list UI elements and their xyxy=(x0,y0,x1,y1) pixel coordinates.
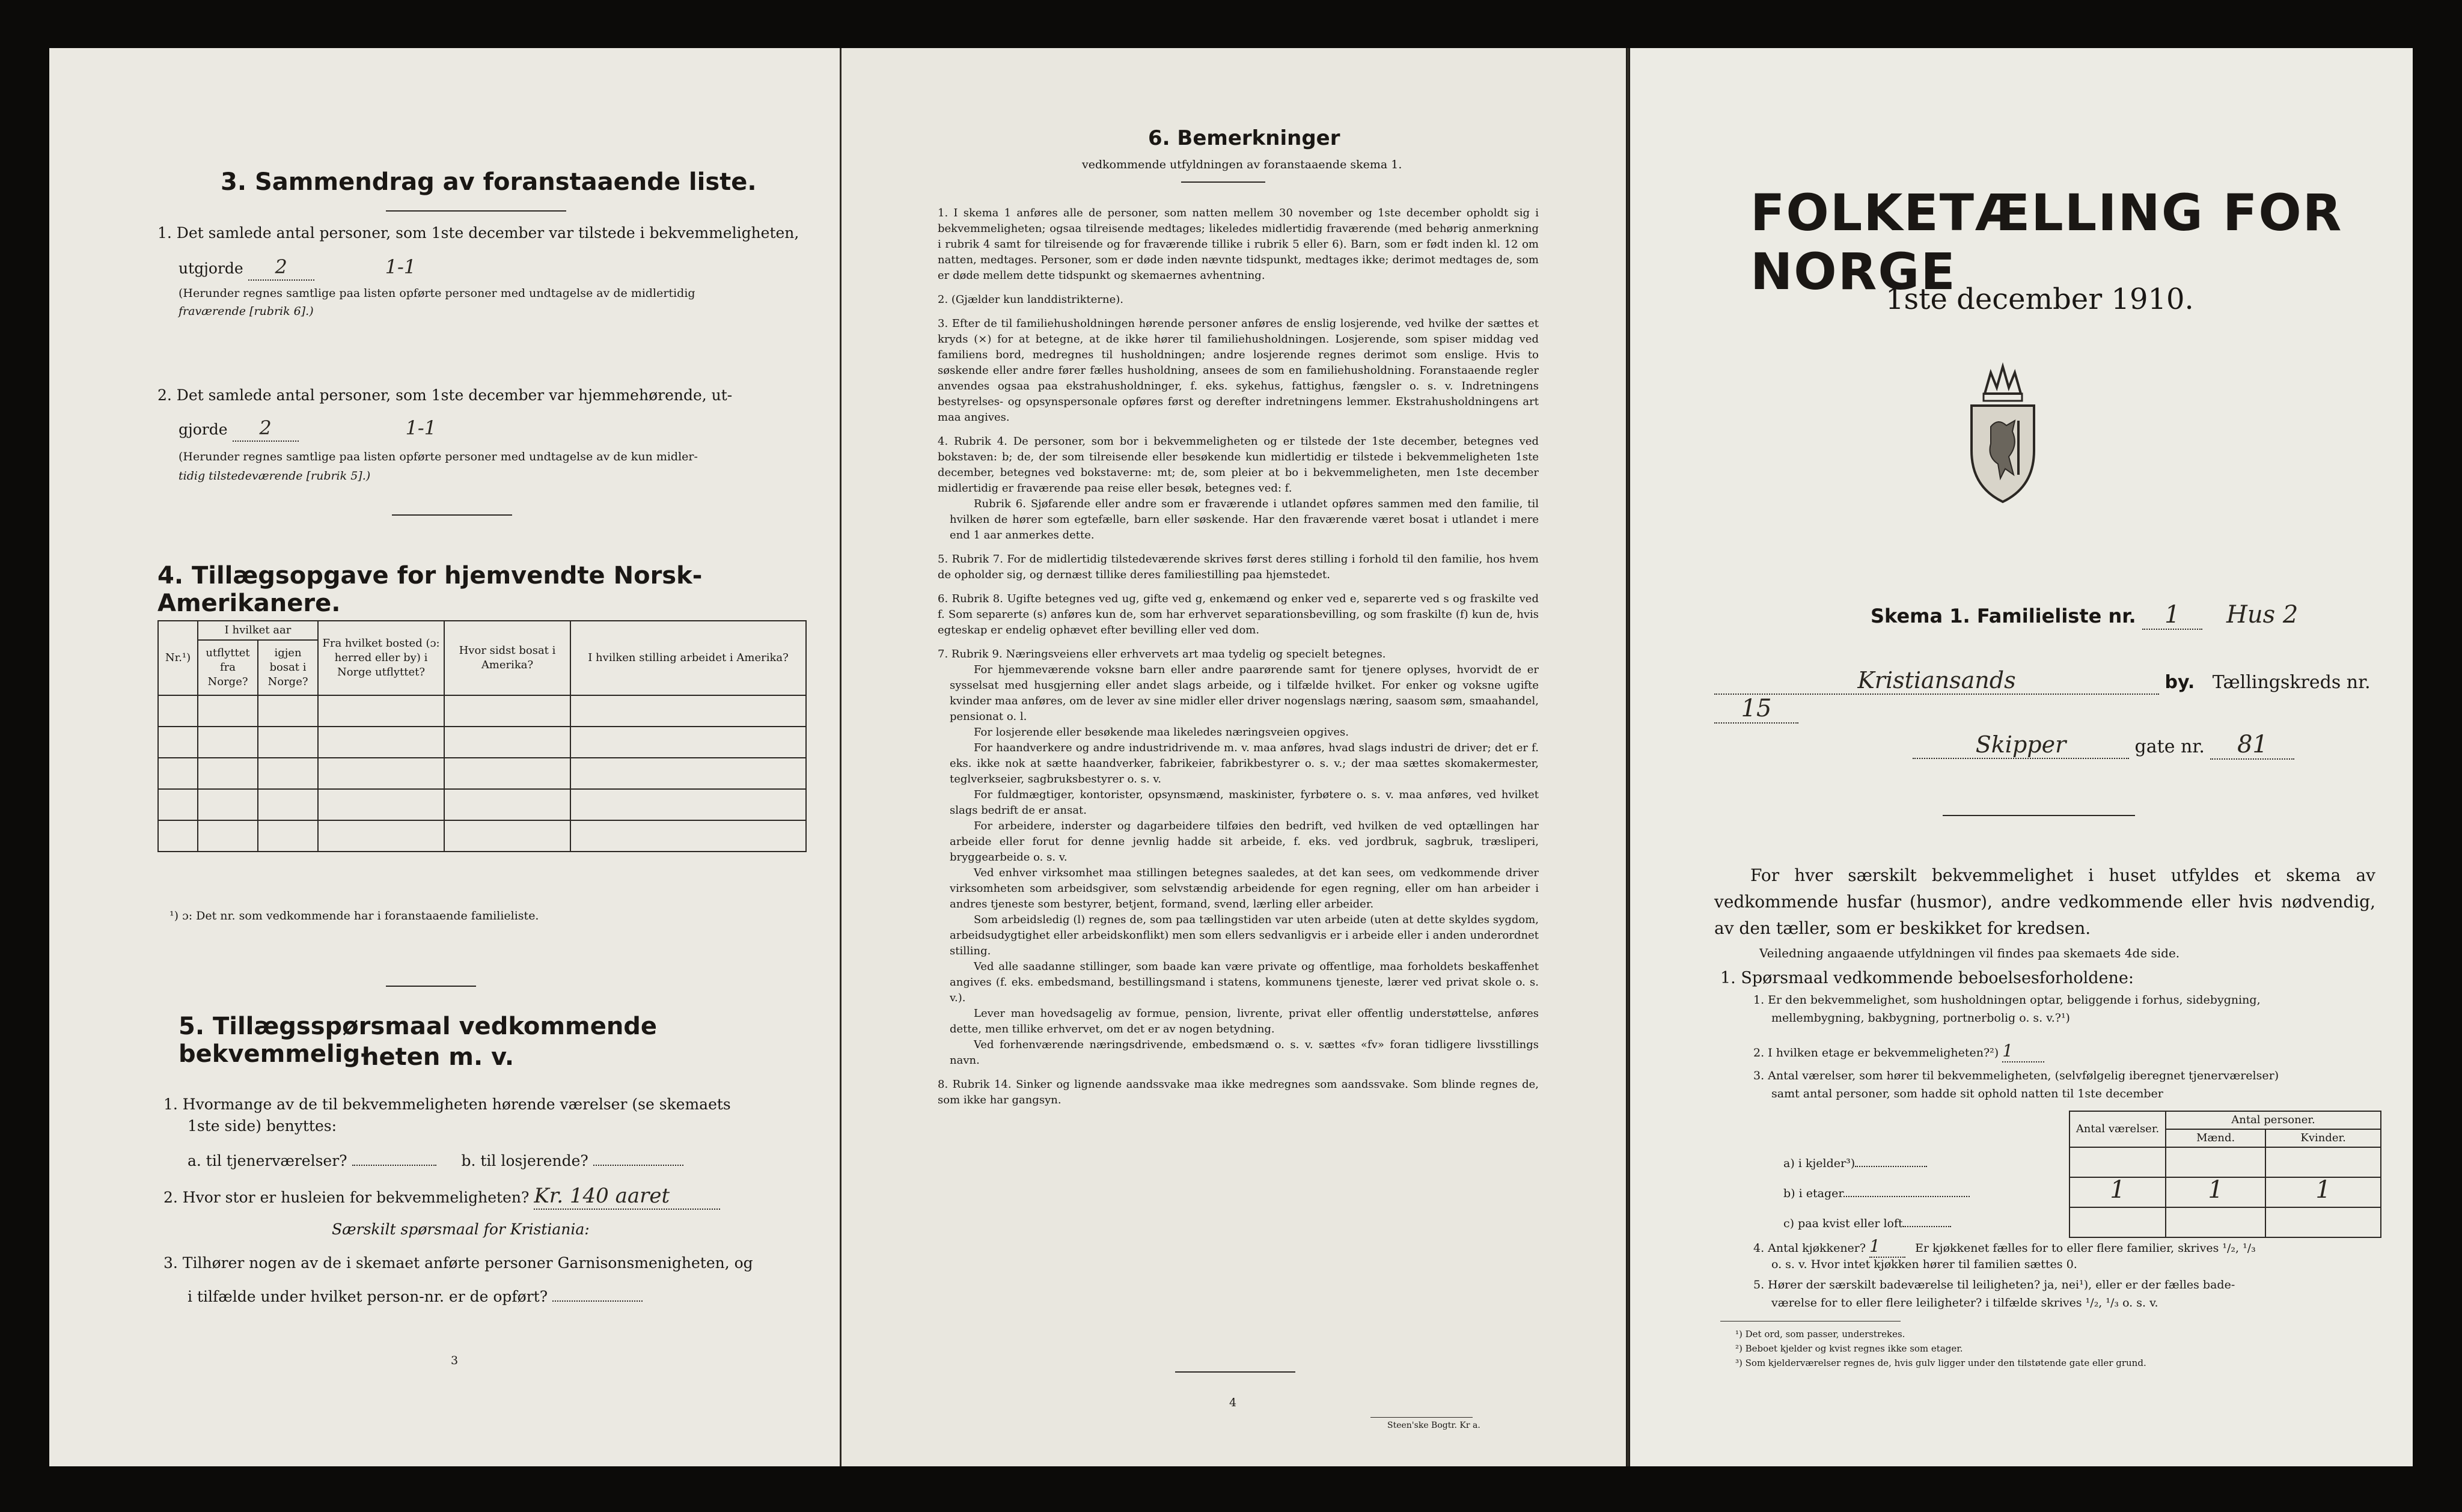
remark-paragraph: For haandverkere og andre industridrivende m. v. maa anføres, hvad slags industri de driver; det er f. eks. ikke nok at sætte haandverker, fabrikeier, fabrikbestyrer o. s. v.; der maa sættes skomakermester, teglverkseier, sagbruksbestyrer o. s. v. xyxy=(950,742,1539,785)
form-date: 1ste december 1910. xyxy=(1886,282,2194,316)
skema-label: Skema 1. Familieliste nr. xyxy=(1871,605,2136,627)
remark-paragraph: 8. Rubrik 14. Sinker og lignende aandssvake maa ikke medregnes som aandssvake. Som blinde regnes de, som ikke har gangsyn. xyxy=(938,1078,1539,1106)
page-number: 3 xyxy=(451,1354,459,1367)
q2-answer-row xyxy=(179,417,436,442)
hus-note: Hus 2 xyxy=(2226,601,2299,629)
divider xyxy=(1181,181,1265,183)
q2-note-1: (Herunder regnes samtlige paa listen opførte personer med undtagelse av de kun midler- xyxy=(179,450,698,463)
bemerkninger-subheading: vedkommende utfyldningen av foranstaaende skema 1. xyxy=(1082,158,1402,171)
etager-vaerelser[interactable]: 1 xyxy=(2110,1176,2125,1204)
col-sidst-bosat: Hvor sidst bosat i Amerika? xyxy=(444,621,570,695)
q2-note-2: tidig tilstedeværende [rubrik 5].) xyxy=(179,469,371,483)
remark-paragraph: 1. I skema 1 anføres alle de personer, som natten mellem 30 november og 1ste december opholdt sig i bekvemmeligheten; ogsaa tilreisende medtages; likeledes midlertidig fraværende (med behørig anmerkning i rubrik 4 samt for tilreisende og for fraværende tillike i rubrik 5 eller 6). Barn, som er født inden kl. 12 om natten, medtages. Personer, som er døde inden nævnte tidspunkt, medtages ikke; derimot medtages de, som er døde mellem dette tidspunkt og skemaernes avhentning. xyxy=(938,207,1539,282)
remark-paragraph: Rubrik 6. Sjøfarende eller andre som er fraværende i utlandet opføres sammen med den familie, til hvilken de hører som egtefælle, barn eller søskende. Har den fraværende været bosat i utlandet i mere end 1 aar anmerkes dette. xyxy=(950,498,1539,541)
garnison-field[interactable] xyxy=(552,1300,643,1302)
q1-answer-row xyxy=(179,256,416,281)
footnote-1: ¹) Det ord, som passer, understrekes. xyxy=(1735,1329,1905,1340)
remark-paragraph: Lever man hovedsagelig av formue, pension, livrente, privat eller offentlig understøttelse, anføres dette, men tillike erhvervet, om det er av nogen betydning. xyxy=(950,1007,1539,1035)
q2-margin-note: 1-1 xyxy=(405,416,436,439)
divider xyxy=(1943,815,2135,816)
remark-paragraph: For hjemmeværende voksne barn eller andre paarørende samt for tjenere oplyses, hvorvidt de er sysselsat med husgjerning eller andet slags arbeide, og i tilfælde hvilket. For enker og voksne ugifte kvinder maa anføres, om de lever av sine midler eller driver nogenslags næring, saasom søm, smaahandel, pensionat o. l. xyxy=(950,663,1539,723)
vaerelser-personer-table xyxy=(2069,1111,2381,1238)
remark-paragraph: 5. Rubrik 7. For de midlertidig tilstedeværende skrives først deres stilling i forhold til den familie, hos hvem de opholder sig, og dernæst tillike deres familiestilling paa hjemstedet. xyxy=(938,553,1539,581)
section-4-heading: 4. Tillægsopgave for hjemvendte Norsk-Amerikanere. xyxy=(157,562,703,617)
by-label: by. xyxy=(2164,672,2195,693)
veiledning-text: Veiledning angaaende utfyldningen vil findes paa skemaets 4de side. xyxy=(1759,946,2180,960)
section-3-heading: 3. Sammendrag av foranstaaende liste. xyxy=(221,168,757,196)
remark-paragraph: For fuldmægtiger, kontorister, opsynsmænd, maskinister, fyrbøtere o. s. v. maa anføres, ved hvilket slags bedrift de er ansat. xyxy=(950,788,1539,817)
q1-value[interactable]: 2 xyxy=(275,255,287,278)
col-group-aar: I hvilket aar xyxy=(198,621,318,640)
q3-line1: 3. Antal værelser, som hører til bekvemmeligheten, (selvfølgelig iberegnet tjenerværelser) xyxy=(1753,1069,2279,1082)
etager-kvinder[interactable]: 1 xyxy=(2315,1176,2331,1204)
form-title: FOLKETÆLLING FOR NORGE xyxy=(1750,183,2343,301)
remark-paragraph: For arbeidere, inderster og dagarbeidere tilføies den bedrift, ved hvilken de ved optællingen har arbeide eller forut for denne jevnlig hadde sit arbeide, f. eks. ved jordbruk, sagbruk, træsliperi, bryggearbeide o. s. v. xyxy=(950,820,1539,864)
city-row xyxy=(1714,667,2413,724)
q2-prefix: gjorde xyxy=(179,421,228,438)
s5-q3-row2 xyxy=(188,1286,643,1308)
losjerende-label: b. til losjerende? xyxy=(461,1152,588,1169)
section-5-heading-1: 5. Tillægsspørsmaal vedkommende bekvemmelig- xyxy=(179,1013,658,1068)
skema-row xyxy=(1871,601,2298,630)
section-4-footnote: ¹) ɔ: Det nr. som vedkommende har i foranstaaende familieliste. xyxy=(170,909,539,922)
table-row[interactable] xyxy=(158,789,806,820)
printer-mark: Steen'ske Bogtr. Kr a. xyxy=(1387,1421,1480,1430)
row-kvist-label: c) paa kvist eller loft xyxy=(1783,1215,1951,1232)
page-number: 4 xyxy=(1229,1396,1237,1409)
s5-q1-line1: 1. Hvormange av de til bekvemmeligheten hørende værelser (se skemaets xyxy=(163,1096,731,1113)
divider xyxy=(1370,1417,1473,1418)
husleie-answer[interactable]: Kr. 140 aaret xyxy=(534,1184,670,1208)
col-utflyttet: utflyttet fra Norge? xyxy=(198,640,258,695)
section-5-heading-2: heten m. v. xyxy=(362,1043,515,1071)
etage-label: 2. I hvilken etage er bekvemmeligheten?²) xyxy=(1753,1046,1999,1059)
coat-of-arms-icon xyxy=(1961,361,2045,505)
street-row xyxy=(1913,731,2294,760)
intro-text: For hver særskilt bekvemmelighet i huset utfyldes et skema av vedkommende husfar (husmor), andre vedkommende eller hvis nødvendig, av den tæller, som er beskikket for kredsen. xyxy=(1714,865,2375,938)
s5-q2-row xyxy=(163,1185,720,1210)
gate-nr[interactable]: 81 xyxy=(2237,731,2268,758)
divider xyxy=(386,986,476,987)
table-row[interactable] xyxy=(158,758,806,789)
footnotes xyxy=(1735,1327,2146,1370)
row-etager-label: b) i etager xyxy=(1783,1185,1970,1202)
page-1 xyxy=(1630,48,2413,1466)
tjenervaerelser-label: a. til tjenerværelser? xyxy=(188,1152,347,1169)
col-igjen-bosat: igjen bosat i Norge? xyxy=(258,640,318,695)
q2-line1: 2. Det samlede antal personer, som 1ste december var hjemmehørende, ut- xyxy=(157,386,733,404)
col-bosted: Fra hvilket bosted (ɔ: herred eller by) i Norge utflyttet? xyxy=(318,621,444,695)
remark-paragraph: Ved enhver virksomhet maa stillingen betegnes saaledes, at det kan sees, om vedkommende driver virksomheten som arbeidsgiver, som selvstændig arbeidende for egen regning, eller om han arbeider i andres tjeneste som bestyrer, betjent, formand, svend, lærling eller arbeider. xyxy=(950,867,1539,910)
norsk-amerikanere-table xyxy=(157,620,807,852)
s5-q3-line1: 3. Tilhører nogen av de i skemaet anførte personer Garnisonsmenigheten, og xyxy=(163,1254,753,1272)
sporsmaal-heading: 1. Spørsmaal vedkommende beboelsesforholdene: xyxy=(1720,969,2134,987)
kjokkener-value[interactable]: 1 xyxy=(1869,1236,1880,1256)
remark-paragraph: 4. Rubrik 4. De personer, som bor i bekvemmeligheten og er tilstede der 1ste december, betegnes ved bokstaven: b; de, der som tilreisende eller besøkende kun midlertidig er tilstede i bekvemmeligheten 1ste december, betegnes ved bokstaverne: mt; de, som pleier at bo i bekvemmeligheten, men 1ste december midlertidig er fraværende paa reise eller besøk, betegnes ved: f. xyxy=(938,435,1539,495)
q4-line2: o. s. v. Hvor intet kjøkken hører til familien sættes 0. xyxy=(1771,1258,2077,1271)
husleie-label: 2. Hvor stor er husleien for bekvemmeligheten? xyxy=(163,1189,530,1206)
tjenervaerelser-field[interactable] xyxy=(352,1165,436,1166)
table-row[interactable] xyxy=(158,727,806,758)
kjokkener-note: Er kjøkkenet fælles for to eller flere familier, skrives ¹/₂, ¹/₃ xyxy=(1915,1242,2256,1255)
s5-q3-line2: i tilfælde under hvilket person-nr. er de opført? xyxy=(188,1288,548,1305)
divider xyxy=(1175,1371,1295,1373)
bemerkninger-body xyxy=(938,197,1539,1108)
street-value[interactable]: Skipper xyxy=(1975,731,2066,758)
q4-row xyxy=(1753,1238,2256,1258)
table-row[interactable] xyxy=(158,820,806,852)
q3-line2: samt antal personer, som hadde sit ophold natten til 1ste december xyxy=(1771,1087,2163,1100)
divider xyxy=(386,210,566,212)
q1-line1: 1. Er den bekvemmelighet, som husholdningen optar, beliggende i forhus, sidebygning, xyxy=(1753,993,2261,1007)
col-antal-vaerelser: Antal værelser. xyxy=(2069,1111,2166,1147)
etage-value[interactable]: 1 xyxy=(2002,1041,2014,1061)
q1-prefix: utgjorde xyxy=(179,260,243,277)
gate-label: gate nr. xyxy=(2134,736,2205,757)
kreds-label: Tællingskreds nr. xyxy=(2212,672,2371,693)
q1-margin-note: 1-1 xyxy=(385,255,417,278)
q2-value[interactable]: 2 xyxy=(259,416,272,439)
q1-line2: mellembygning, bakbygning, portnerbolig o. s. v.?¹) xyxy=(1771,1011,2070,1025)
remark-paragraph: 2. (Gjælder kun landdistrikterne). xyxy=(938,293,1123,306)
remark-paragraph: Ved forhenværende næringsdrivende, embedsmænd o. s. v. sættes «fv» foran tidligere livsstillings navn. xyxy=(950,1038,1539,1067)
q1-note-2: fraværende [rubrik 6].) xyxy=(179,305,314,318)
q1-note-1: (Herunder regnes samtlige paa listen opførte personer med undtagelse av de midlertidig xyxy=(179,287,695,300)
kjokkener-label: 4. Antal kjøkkener? xyxy=(1753,1242,1866,1255)
row-kjelder-label: a) i kjelder³) xyxy=(1783,1155,1927,1172)
col-stilling: I hvilken stilling arbeidet i Amerika? xyxy=(570,621,806,695)
etager-maend[interactable]: 1 xyxy=(2208,1176,2223,1204)
divider xyxy=(392,514,512,516)
s5-q1-line2: 1ste side) benyttes: xyxy=(188,1117,337,1135)
col-antal-personer: Antal personer. xyxy=(2166,1111,2381,1129)
footnote-2: ²) Beboet kjelder og kvist regnes ikke som etager. xyxy=(1735,1343,1963,1354)
q5-line1: 5. Hører der særskilt badeværelse til leiligheten? ja, nei¹), eller er der fælles bade- xyxy=(1753,1278,2235,1291)
table-row[interactable] xyxy=(2069,1147,2381,1177)
col-maend: Mænd. xyxy=(2166,1129,2265,1147)
col-nr: Nr.¹) xyxy=(158,621,198,695)
remark-paragraph: 6. Rubrik 8. Ugifte betegnes ved ug, gifte ved g, enkemænd og enker ved e, separerte ved s og fraskilte ved f. Som separerte (s) anføres kun de, som har erhvervet separationsbevilling, og som fraskilte (f) kun de, hvis egteskap er endelig ophævet efter bevilling eller ved dom. xyxy=(938,593,1539,636)
remark-paragraph: 7. Rubrik 9. Næringsveiens eller erhvervets art maa tydelig og specielt betegnes. xyxy=(938,648,1386,660)
q1-line1: 1. Det samlede antal personer, som 1ste december var tilstede i bekvemmeligheten, xyxy=(157,224,799,242)
remark-paragraph: 3. Efter de til familiehusholdningen hørende personer anføres de enslig losjerende, ved hvilke der sættes et kryds (×) for at betegne, at de ikke hører til familiehusholdningen. Losjerende, som spiser middag ved familiens bord, medregnes til husholdningen; andre losjerende regnes derimot som enslige. Hvis to søskende eller andre fører fælles husholdning, ansees de som en familiehusholdning. Foranstaaende regler anvendes ogsaa paa ekstrahusholdninger, f. eks. sykehus, fattighus, fængsler o. s. v. Indretningens bestyrelses- og opsynspersonale opføres først og derefter indretningens lemmer. Ekstrahusholdningens art maa angives. xyxy=(938,317,1539,424)
remark-paragraph: For losjerende eller besøkende maa likeledes næringsveien opgives. xyxy=(974,726,1349,739)
familieliste-nr[interactable]: 1 xyxy=(2164,601,2180,629)
remark-paragraph: Som arbeidsledig (l) regnes de, som paa tællingstiden var uten arbeide (uten at dette skyldes sygdom, arbeidsudygtighet eller arbeidskonflikt) men som ellers sedvanligvis er i arbeide eller i anden underordnet stilling. xyxy=(950,913,1539,957)
table-row[interactable] xyxy=(158,695,806,727)
table-row[interactable] xyxy=(2069,1207,2381,1237)
losjerende-field[interactable] xyxy=(593,1165,683,1166)
kreds-nr[interactable]: 15 xyxy=(1741,695,1772,722)
footnote-3: ³) Som kjelderværelser regnes de, hvis gulv ligger under den tilstøtende gate eller grund. xyxy=(1735,1358,2146,1368)
q2-row xyxy=(1753,1043,2044,1062)
col-kvinder: Kvinder. xyxy=(2265,1129,2381,1147)
q5-line2: værelse for to eller flere leiligheter? i tilfælde skrives ¹/₂, ¹/₃ o. s. v. xyxy=(1771,1296,2158,1309)
table-row[interactable] xyxy=(2069,1177,2381,1207)
page-4 xyxy=(842,48,1626,1466)
page-fold xyxy=(1627,48,1630,1466)
s5-q1-fields xyxy=(188,1150,683,1172)
page-3 xyxy=(49,48,840,1466)
city-value[interactable]: Kristiansands xyxy=(1857,667,2016,694)
bemerkninger-heading: 6. Bemerkninger xyxy=(1148,126,1340,150)
kristiania-label: Særskilt spørsmaal for Kristiania: xyxy=(332,1221,590,1238)
remark-paragraph: Ved alle saadanne stillinger, som baade kan være private og offentlige, maa forholdets beskaffenhet angives (f. eks. embedsmand, bestillingsmand i statens, kommunens tjeneste, lærer ved privat skole o. s. v.). xyxy=(950,960,1539,1004)
